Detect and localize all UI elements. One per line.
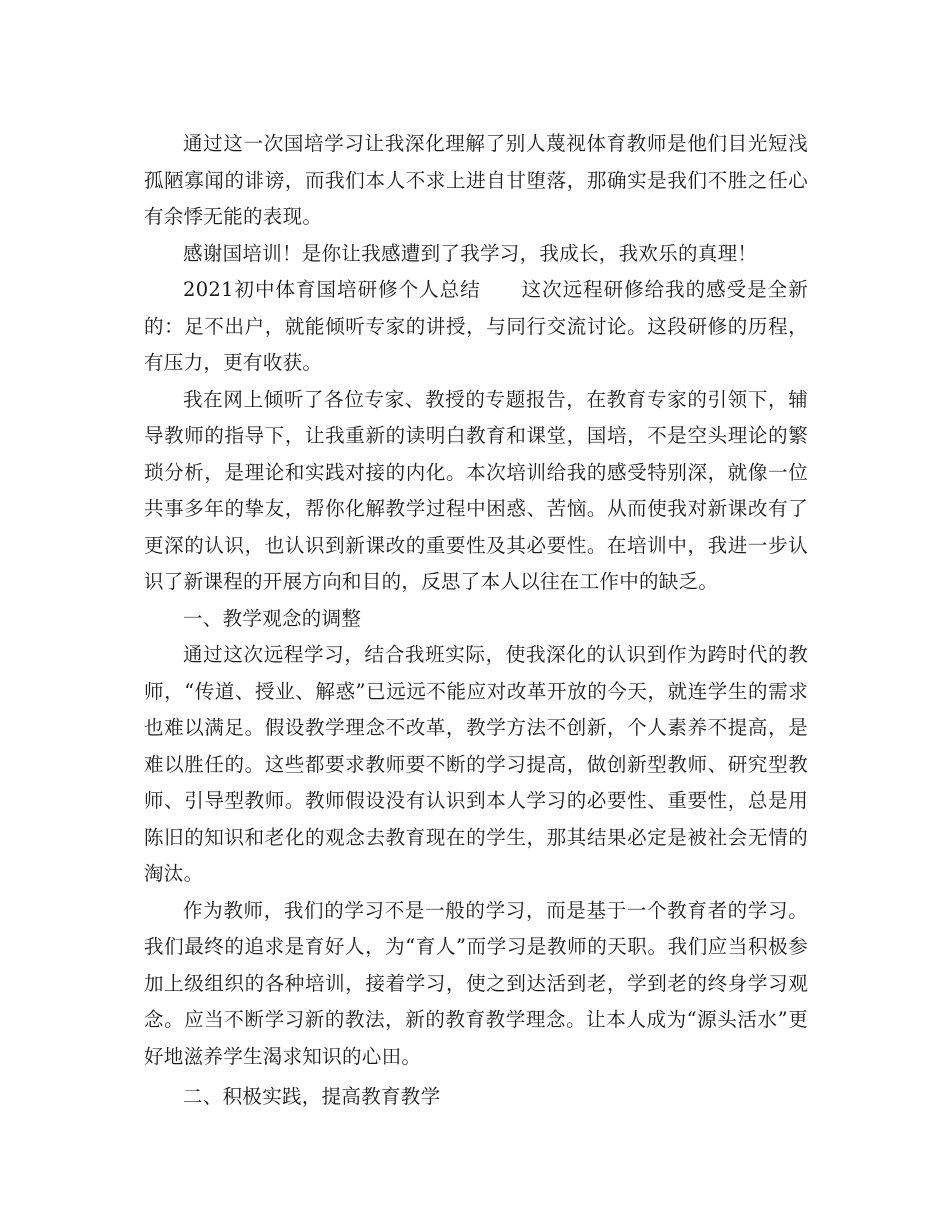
- document-body: [144, 126, 808, 1116]
- paragraph-expert-reports: 我在网上倾听了各位专家、教授的专题报告，在教育专家的引领下，辅导教师的指导下，让我重新的读明白教育和课堂，国培，不是空头理论的繁琐分析，是理论和实践对接的内化。本次培训给我的感受特别深，就像一位共事多年的挚友，帮你化解教学过程中困惑、苦恼。从而使我对新课改有了更深的认识，也认识到新课改的重要性及其必要性。在培训中，我进一步认识了新课程的开展方向和目的，反思了本人以往在工作中的缺乏。: [144, 387, 808, 593]
- section-heading-teaching-concept: 一、教学观念的调整: [183, 606, 362, 630]
- section-heading-active-practice: 二、积极实践，提高教育教学: [183, 1085, 441, 1108]
- paragraph-remote-learning: 通过这次远程学习，结合我班实际，使我深化的认识到作为跨时代的教师，“传道、授业、解惑”已远远不能应对改革开放的今天，就连学生的需求也难以满足。假设教学理念不改革，教学方法不创新，个人素养不提高，是难以胜任的。这些都要求教师要不断的学习提高，做创新型教师、研究型教师、引导型教师。教师假设没有认识到本人学习的必要性、重要性，总是用陈旧的知识和老化的观念去教育现在的学生，那其结果必定是被社会无情的淘汰。: [144, 643, 808, 885]
- paragraph-teacher-learning: 作为教师，我们的学习不是一般的学习，而是基于一个教育者的学习。我们最终的追求是育好人，为“育人”而学习是教师的天职。我们应当积极参加上级组织的各种培训，接着学习，使之到达活到老，学到老的终身学习观念。应当不断学习新的教法，新的教育教学理念。让本人成为“源头活水”更好地滋养学生渴求知识的心田。: [144, 898, 808, 1068]
- paragraph-national-training-reflection: 通过这一次国培学习让我深化理解了别人蔑视体育教师是他们目光短浅孤陋寡闻的诽谤，而我们本人不求上进自甘堕落，那确实是我们不胜之任心有余悸无能的表现。: [144, 132, 808, 228]
- paragraph-summary-intro: 2021初中体育国培研修个人总结 这次远程研修给我的感受是全新的：足不出户，就能倾听专家的讲授，与同行交流讨论。这段研修的历程，有压力，更有收获。: [144, 278, 808, 374]
- paragraph-thanks: 感谢国培训！是你让我感遭到了我学习，我成长，我欢乐的真理！: [183, 241, 758, 265]
